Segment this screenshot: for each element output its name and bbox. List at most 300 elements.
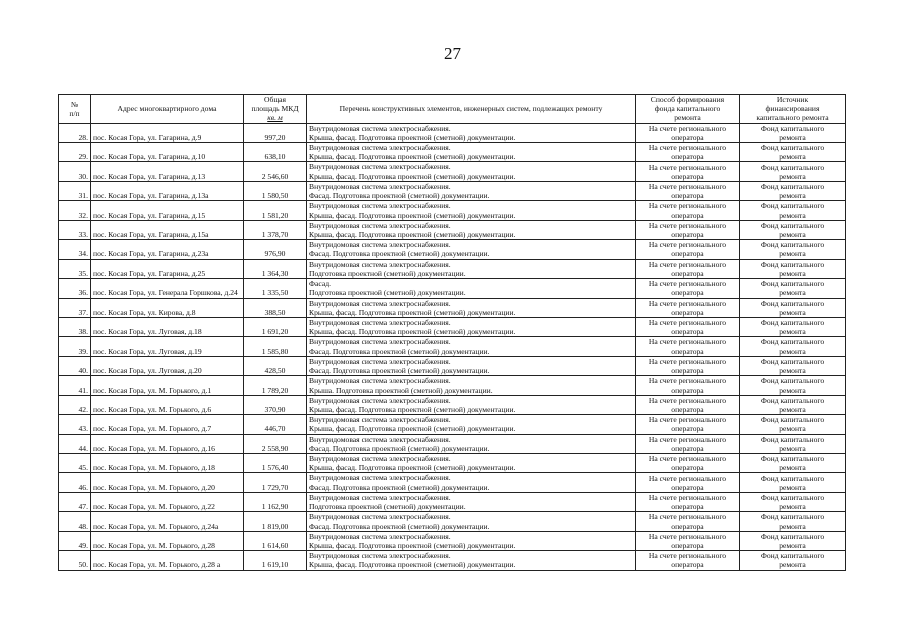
row-works-line: Фасад. Подготовка проектной (сметной) документации.	[309, 249, 490, 259]
row-number: 46.	[59, 473, 91, 492]
row-number: 41.	[59, 376, 91, 395]
row-number: 47.	[59, 492, 91, 511]
row-method	[636, 473, 740, 492]
row-method	[636, 220, 740, 239]
row-works-line: Крыша, фасад. Подготовка проектной (сметной) документации.	[309, 560, 516, 570]
row-source-line: ремонта	[779, 502, 806, 512]
row-source-line: Фонд капитального	[760, 356, 825, 366]
row-works-line: Внутридомовая система электроснабжения.	[309, 395, 451, 405]
row-number: 44.	[59, 434, 91, 453]
row-works-line: Внутридомовая система электроснабжения.	[309, 317, 451, 327]
row-method-line: оператора	[671, 249, 704, 259]
row-method-line: оператора	[671, 385, 704, 395]
row-method-line: оператора	[671, 404, 704, 414]
row-method	[636, 162, 740, 181]
row-method-line: оператора	[671, 230, 704, 240]
row-method-line: На счете регионального	[648, 298, 727, 308]
row-address: пос. Косая Гора, ул. Гагарина, д.15а	[91, 220, 244, 239]
row-works-line: Внутридомовая система электроснабжения.	[309, 376, 451, 386]
row-works-line: Внутридомовая система электроснабжения.	[309, 473, 451, 483]
row-method-line: На счете регионального	[648, 454, 727, 464]
row-method-line: На счете регионального	[648, 181, 727, 191]
row-source-line: ремонта	[779, 249, 806, 259]
row-source-line: Фонд капитального	[760, 454, 825, 464]
row-method-line: оператора	[671, 268, 704, 278]
row-method	[636, 376, 740, 395]
row-number: 37.	[59, 298, 91, 317]
row-method	[636, 201, 740, 220]
row-source	[740, 376, 846, 395]
row-number: 30.	[59, 162, 91, 181]
row-source	[740, 143, 846, 162]
row-method-line: оператора	[671, 210, 704, 220]
row-area: 1 619,10	[244, 551, 307, 570]
row-method-line: оператора	[671, 152, 704, 162]
row-works-line: Внутридомовая система электроснабжения.	[309, 220, 451, 230]
row-method	[636, 531, 740, 550]
row-works	[307, 279, 636, 298]
row-works	[307, 259, 636, 278]
row-method	[636, 356, 740, 375]
row-method-line: На счете регионального	[648, 220, 727, 230]
row-area: 1 789,20	[244, 376, 307, 395]
table-row	[59, 454, 846, 473]
row-source-line: Фонд капитального	[760, 220, 825, 230]
row-method	[636, 395, 740, 414]
row-address: пос. Косая Гора, ул. Гагарина, д.13а	[91, 181, 244, 200]
row-works-line: Крыша, фасад. Подготовка проектной (сметной) документации.	[309, 230, 516, 239]
row-number: 50.	[59, 551, 91, 570]
row-works	[307, 512, 636, 531]
row-source	[740, 512, 846, 531]
row-area: 1 580,50	[244, 181, 307, 200]
table-row	[59, 181, 846, 200]
row-works	[307, 317, 636, 336]
row-area: 370,90	[244, 395, 307, 414]
row-works-line: Внутридомовая система электроснабжения.	[309, 492, 451, 502]
row-address: пос. Косая Гора, ул. Генерала Горшкова, д.24	[91, 279, 244, 298]
table-header-row	[59, 95, 846, 124]
row-method	[636, 123, 740, 142]
row-method-line: На счете регионального	[648, 551, 727, 561]
row-works-line: Фасад. Подготовка проектной (сметной) документации.	[309, 191, 490, 201]
row-works-line: Фасад. Подготовка проектной (сметной) документации.	[309, 366, 490, 376]
row-method-line: оператора	[671, 132, 704, 142]
row-works-line: Подготовка проектной (сметной) документации.	[309, 502, 466, 512]
row-source-line: Фонд капитального	[760, 240, 825, 250]
table-row	[59, 376, 846, 395]
row-method	[636, 454, 740, 473]
row-works-line: Подготовка проектной (сметной) документации.	[309, 268, 466, 278]
row-area: 1 585,80	[244, 337, 307, 356]
row-works-line: Фасад.	[309, 279, 331, 289]
row-works-line: Внутридомовая система электроснабжения.	[309, 298, 451, 308]
row-method	[636, 512, 740, 531]
row-area: 1 691,20	[244, 317, 307, 336]
row-works-line: Внутридомовая система электроснабжения.	[309, 143, 451, 153]
row-method-line: На счете регионального	[648, 240, 727, 250]
row-address: пос. Косая Гора, ул. М. Горького, д.7	[91, 415, 244, 434]
row-method	[636, 434, 740, 453]
table-row	[59, 531, 846, 550]
row-works-line: Фасад. Подготовка проектной (сметной) документации.	[309, 443, 490, 453]
row-method-line: оператора	[671, 502, 704, 512]
row-works-line: Крыша, фасад. Подготовка проектной (сметной) документации.	[309, 210, 516, 220]
row-works-line: Внутридомовая система электроснабжения.	[309, 337, 451, 347]
row-source-line: Фонд капитального	[760, 259, 825, 269]
row-source-line: ремонта	[779, 424, 806, 434]
row-works	[307, 473, 636, 492]
row-method-line: На счете регионального	[648, 492, 727, 502]
row-source-line: ремонта	[779, 541, 806, 551]
row-works-line: Внутридомовая система электроснабжения.	[309, 415, 451, 425]
row-source-line: Фонд капитального	[760, 162, 825, 172]
row-source-line: ремонта	[779, 152, 806, 162]
table-row	[59, 317, 846, 336]
table-row	[59, 434, 846, 453]
row-source-line: Фонд капитального	[760, 318, 825, 327]
row-works	[307, 181, 636, 200]
row-works-line: Крыша, фасад. Подготовка проектной (сметной) документации.	[309, 307, 516, 317]
row-works	[307, 454, 636, 473]
row-number: 48.	[59, 512, 91, 531]
row-area: 1 581,20	[244, 201, 307, 220]
table-row	[59, 337, 846, 356]
row-source-line: ремонта	[779, 288, 806, 298]
row-source-line: Фонд капитального	[760, 492, 825, 502]
row-source	[740, 181, 846, 200]
table-row	[59, 259, 846, 278]
row-source-line: Фонд капитального	[760, 415, 825, 425]
row-address: пос. Косая Гора, ул. М. Горького, д.1	[91, 376, 244, 395]
row-address: пос. Косая Гора, ул. Луговая, д.18	[91, 317, 244, 336]
row-method-line: На счете регионального	[648, 473, 727, 483]
table-row	[59, 492, 846, 511]
row-method-line: На счете регионального	[648, 415, 727, 425]
row-source-line: ремонта	[779, 191, 806, 201]
row-method-line: На счете регионального	[648, 318, 727, 327]
row-address: пос. Косая Гора, ул. Гагарина, д.15	[91, 201, 244, 220]
row-method-line: На счете регионального	[648, 512, 727, 522]
row-area: 1 576,40	[244, 454, 307, 473]
table-body	[59, 123, 846, 570]
row-source	[740, 123, 846, 142]
row-address: пос. Косая Гора, ул. Луговая, д.19	[91, 337, 244, 356]
row-works	[307, 531, 636, 550]
row-method-line: оператора	[671, 366, 704, 376]
row-works-line: Внутридомовая система электроснабжения.	[309, 162, 451, 172]
row-area: 388,50	[244, 298, 307, 317]
row-works	[307, 337, 636, 356]
row-source	[740, 454, 846, 473]
row-source-line: ремонта	[779, 560, 806, 570]
table-row	[59, 240, 846, 259]
row-source-line: ремонта	[779, 482, 806, 492]
row-method	[636, 337, 740, 356]
row-works-line: Внутридомовая система электроснабжения.	[309, 454, 451, 464]
row-method-line: На счете регионального	[648, 143, 727, 153]
row-address: пос. Косая Гора, ул. Луговая, д.20	[91, 356, 244, 375]
header-method	[636, 95, 740, 124]
row-source-line: ремонта	[779, 346, 806, 356]
row-method-line: На счете регионального	[648, 356, 727, 366]
header-source-line: финансирования	[765, 104, 820, 114]
row-address: пос. Косая Гора, ул. М. Горького, д.28	[91, 531, 244, 550]
row-method-line: На счете регионального	[648, 259, 727, 269]
header-area-unit: кв. м	[267, 113, 283, 123]
row-works	[307, 434, 636, 453]
row-method-line: оператора	[671, 424, 704, 434]
table-row	[59, 395, 846, 414]
table-row	[59, 143, 846, 162]
row-address: пос. Косая Гора, ул. М. Горького, д.20	[91, 473, 244, 492]
row-source	[740, 473, 846, 492]
row-number: 35.	[59, 259, 91, 278]
table-row	[59, 415, 846, 434]
row-works-line: Внутридомовая система электроснабжения.	[309, 201, 451, 211]
row-works	[307, 356, 636, 375]
header-number-line: №	[70, 99, 79, 109]
row-address: пос. Косая Гора, ул. М. Горького, д.22	[91, 492, 244, 511]
header-method-line: ремонта	[674, 113, 701, 123]
row-source	[740, 551, 846, 570]
row-works	[307, 415, 636, 434]
row-number: 45.	[59, 454, 91, 473]
row-works-line: Внутридомовая система электроснабжения.	[309, 434, 451, 444]
row-works	[307, 143, 636, 162]
table-row	[59, 356, 846, 375]
row-method	[636, 415, 740, 434]
row-number: 34.	[59, 240, 91, 259]
row-source-line: Фонд капитального	[760, 143, 825, 153]
row-number: 38.	[59, 317, 91, 336]
row-source-line: ремонта	[779, 210, 806, 220]
page-number: 27	[444, 44, 461, 63]
row-works-line: Внутридомовая система электроснабжения.	[309, 512, 451, 522]
row-address: пос. Косая Гора, ул. Гагарина, д.25	[91, 259, 244, 278]
header-source-line: капитального ремонта	[756, 113, 829, 123]
row-source-line: ремонта	[779, 463, 806, 473]
row-method-line: оператора	[671, 560, 704, 570]
row-method	[636, 492, 740, 511]
row-number: 49.	[59, 531, 91, 550]
row-method	[636, 551, 740, 570]
row-works-line: Внутридомовая система электроснабжения.	[309, 123, 451, 133]
header-works: Перечень конструктивных элементов, инженерных систем, подлежащих ремонту	[307, 95, 636, 124]
row-method-line: оператора	[671, 191, 704, 201]
row-works-line: Крыша, фасад. Подготовка проектной (сметной) документации.	[309, 463, 516, 473]
row-source-line: Фонд капитального	[760, 298, 825, 308]
row-area: 1 364,30	[244, 259, 307, 278]
header-number-line: п/п	[69, 108, 80, 118]
table-row	[59, 123, 846, 142]
row-number: 36.	[59, 279, 91, 298]
row-source-line: Фонд капитального	[760, 395, 825, 405]
row-works-line: Фасад. Подготовка проектной (сметной) документации.	[309, 346, 490, 356]
row-address: пос. Косая Гора, ул. Гагарина, д.13	[91, 162, 244, 181]
row-works	[307, 298, 636, 317]
row-number: 28.	[59, 123, 91, 142]
row-area: 1 378,70	[244, 220, 307, 239]
row-works-line: Фасад. Подготовка проектной (сметной) документации.	[309, 521, 490, 531]
table-row	[59, 201, 846, 220]
row-method-line: оператора	[671, 463, 704, 473]
row-source	[740, 492, 846, 511]
row-method	[636, 259, 740, 278]
row-source	[740, 415, 846, 434]
row-works	[307, 123, 636, 142]
header-area-line: Общая	[263, 95, 287, 104]
row-method	[636, 240, 740, 259]
row-source-line: ремонта	[779, 443, 806, 453]
row-method	[636, 298, 740, 317]
row-area: 976,90	[244, 240, 307, 259]
row-source	[740, 220, 846, 239]
row-area: 1 819,00	[244, 512, 307, 531]
row-source-line: ремонта	[779, 307, 806, 317]
row-source	[740, 201, 846, 220]
header-area-line: площадь МКД	[251, 104, 299, 114]
table-row	[59, 512, 846, 531]
row-source	[740, 279, 846, 298]
row-method-line: оператора	[671, 327, 704, 337]
row-method-line: оператора	[671, 443, 704, 453]
row-source-line: Фонд капитального	[760, 376, 825, 386]
row-works-line: Фасад. Подготовка проектной (сметной) документации.	[309, 482, 490, 492]
row-works-line: Подготовка проектной (сметной) документации.	[309, 288, 466, 298]
table-row	[59, 279, 846, 298]
table-row	[59, 220, 846, 239]
row-area: 428,50	[244, 356, 307, 375]
row-method-line: На счете регионального	[648, 162, 727, 172]
header-source	[740, 95, 846, 124]
row-source-line: ремонта	[779, 327, 806, 337]
table-row	[59, 162, 846, 181]
row-source-line: Фонд капитального	[760, 531, 825, 541]
row-method-line: На счете регионального	[648, 123, 727, 133]
row-source	[740, 356, 846, 375]
row-works-line: Крыша. Подготовка проектной (сметной) документации.	[309, 385, 493, 395]
row-source	[740, 259, 846, 278]
row-works-line: Крыша, фасад. Подготовка проектной (сметной) документации.	[309, 132, 516, 142]
row-method-line: На счете регионального	[648, 434, 727, 444]
row-works-line: Крыша, фасад. Подготовка проектной (сметной) документации.	[309, 171, 516, 181]
row-source	[740, 162, 846, 181]
row-works	[307, 220, 636, 239]
table-row	[59, 473, 846, 492]
row-area: 1 729,70	[244, 473, 307, 492]
row-number: 43.	[59, 415, 91, 434]
header-method-line: Способ формирования	[650, 95, 725, 104]
row-number: 31.	[59, 181, 91, 200]
row-works-line: Крыша, фасад. Подготовка проектной (сметной) документации.	[309, 152, 516, 162]
row-number: 42.	[59, 395, 91, 414]
row-address: пос. Косая Гора, ул. М. Горького, д.28 а	[91, 551, 244, 570]
row-method-line: На счете регионального	[648, 201, 727, 211]
row-method-line: На счете регионального	[648, 337, 727, 347]
row-works	[307, 201, 636, 220]
row-works-line: Внутридомовая система электроснабжения.	[309, 240, 451, 250]
row-method	[636, 143, 740, 162]
row-method-line: оператора	[671, 346, 704, 356]
row-source	[740, 434, 846, 453]
row-source	[740, 298, 846, 317]
row-method-line: оператора	[671, 307, 704, 317]
row-address: пос. Косая Гора, ул. Гагарина, д.10	[91, 143, 244, 162]
row-method	[636, 279, 740, 298]
row-area: 638,10	[244, 143, 307, 162]
row-area: 997,20	[244, 123, 307, 142]
row-works	[307, 395, 636, 414]
row-area: 2 546,60	[244, 162, 307, 181]
row-works-line: Крыша, фасад. Подготовка проектной (сметной) документации.	[309, 424, 516, 434]
row-area: 1 162,90	[244, 492, 307, 511]
row-address: пос. Косая Гора, ул. М. Горького, д.18	[91, 454, 244, 473]
table-row	[59, 298, 846, 317]
row-works	[307, 492, 636, 511]
header-method-line: фонда капитального	[654, 104, 721, 114]
row-source-line: Фонд капитального	[760, 473, 825, 483]
row-source-line: ремонта	[779, 171, 806, 181]
row-source-line: Фонд капитального	[760, 512, 825, 522]
row-works	[307, 551, 636, 570]
row-method-line: оператора	[671, 288, 704, 298]
row-address: пос. Косая Гора, ул. М. Горького, д.24а	[91, 512, 244, 531]
row-source-line: ремонта	[779, 366, 806, 376]
row-works-line: Внутридомовая система электроснабжения.	[309, 551, 451, 561]
row-area: 2 558,90	[244, 434, 307, 453]
row-address: пос. Косая Гора, ул. Гагарина, д.9	[91, 123, 244, 142]
row-works	[307, 240, 636, 259]
row-works	[307, 162, 636, 181]
row-works-line: Крыша, фасад. Подготовка проектной (сметной) документации.	[309, 541, 516, 550]
header-area	[244, 95, 307, 124]
row-method-line: На счете регионального	[648, 279, 727, 289]
row-works-line: Внутридомовая система электроснабжения.	[309, 531, 451, 541]
row-method-line: оператора	[671, 521, 704, 531]
row-source-line: Фонд капитального	[760, 551, 825, 561]
row-source	[740, 317, 846, 336]
row-method-line: оператора	[671, 171, 704, 181]
table-row	[59, 551, 846, 570]
row-address: пос. Косая Гора, ул. Кирова, д.8	[91, 298, 244, 317]
row-method-line: оператора	[671, 482, 704, 492]
row-method	[636, 181, 740, 200]
row-works	[307, 376, 636, 395]
row-method-line: На счете регионального	[648, 531, 727, 541]
row-number: 33.	[59, 220, 91, 239]
row-works-line: Внутридомовая система электроснабжения.	[309, 259, 451, 269]
row-method-line: На счете регионального	[648, 376, 727, 386]
row-number: 29.	[59, 143, 91, 162]
row-source-line: Фонд капитального	[760, 181, 825, 191]
repair-program-table	[58, 94, 846, 571]
row-source-line: Фонд капитального	[760, 337, 825, 347]
row-source-line: ремонта	[779, 404, 806, 414]
row-works-line: Крыша, фасад. Подготовка проектной (сметной) документации.	[309, 404, 516, 414]
row-source-line: ремонта	[779, 132, 806, 142]
header-source-line: Источник	[776, 95, 809, 104]
row-method-line: На счете регионального	[648, 395, 727, 405]
row-source-line: Фонд капитального	[760, 434, 825, 444]
row-source-line: ремонта	[779, 230, 806, 240]
row-area: 1 614,60	[244, 531, 307, 550]
row-source-line: Фонд капитального	[760, 279, 825, 289]
row-address: пос. Косая Гора, ул. М. Горького, д.16	[91, 434, 244, 453]
row-source	[740, 531, 846, 550]
row-works-line: Крыша, фасад. Подготовка проектной (сметной) документации.	[309, 327, 516, 337]
row-number: 39.	[59, 337, 91, 356]
